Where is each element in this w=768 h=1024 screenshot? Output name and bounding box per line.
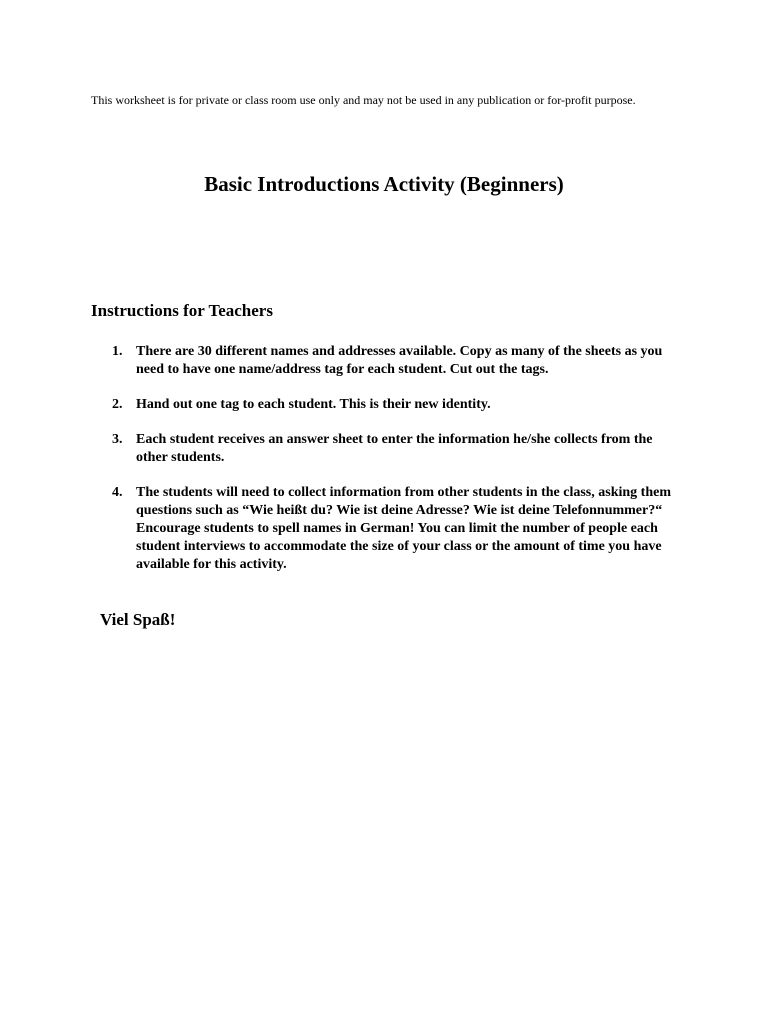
instruction-text: Each student receives an answer sheet to enter the information he/she collects from the other students.	[136, 432, 653, 465]
instructions-list	[0, 343, 768, 591]
instruction-item	[0, 396, 681, 414]
closing-phrase: Viel Spaß!	[100, 610, 176, 629]
instruction-number: 2.	[112, 397, 123, 412]
instruction-number: 3.	[112, 432, 123, 447]
instruction-text: Hand out one tag to each student. This is their new identity.	[136, 397, 491, 412]
instruction-text: The students will need to collect information from other students in the class, asking them questions such as “Wie heißt du? Wie ist deine Adresse? Wie ist deine Telefonnummer?“ Encourage students to spell names in German! You can limit the number of people each student interviews to accommodate the size of your class or the amount of time you have available for this activity.	[136, 485, 671, 572]
instruction-text: There are 30 different names and addresses available. Copy as many of the sheets as you need to have one name/address tag for each student. Cut out the tags.	[136, 344, 663, 377]
instructions-heading: Instructions for Teachers	[91, 301, 273, 320]
instruction-item	[0, 343, 681, 379]
instruction-item	[0, 484, 681, 574]
worksheet-title: Basic Introductions Activity (Beginners)	[204, 172, 564, 196]
instruction-number: 1.	[112, 344, 123, 359]
instruction-item	[0, 431, 681, 467]
usage-disclaimer: This worksheet is for private or class room use only and may not be used in any publication or for-profit purpose.	[91, 93, 636, 107]
instruction-number: 4.	[112, 485, 123, 500]
